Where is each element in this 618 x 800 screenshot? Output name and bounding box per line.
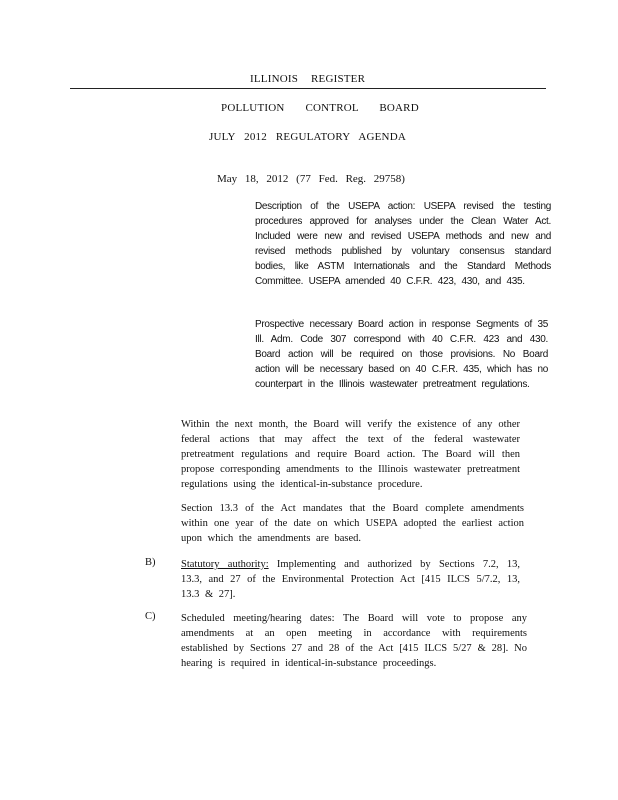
agenda-title: JULY 2012 REGULATORY AGENDA <box>209 131 406 143</box>
register-title: ILLINOIS REGISTER <box>250 73 366 85</box>
prospective-board-action: Prospective necessary Board action in response Segments of 35 Ill. Adm. Code 307 correspond with 40 C.F.R. 423 and 430. Board action will be required on those provisions. No Board action will be necessary based on 40 C.F.R. 435, which has no counterpart in the Illinois wastewater pretreatment regulations. <box>255 319 548 390</box>
entry-date: May 18, 2012 (77 Fed. Reg. 29758) <box>217 173 405 185</box>
statutory-authority-lead: Statutory authority: <box>181 559 269 570</box>
statutory-authority-text: Implementing and authorized by Sections 7.2, 13, 13.3, and 27 of the Environmental Protection Act [415 ILCS 5/7.2, 13, 13.3 & 27]. <box>181 559 520 600</box>
board-name: POLLUTION CONTROL BOARD <box>221 102 419 114</box>
scheduled-meeting-lead: Scheduled meeting/hearing dates: <box>181 613 335 624</box>
scheduled-meeting-text: The Board will vote to propose any amendments at an open meeting in accordance with requirements established by Sections 27 and 28 of the Act [415 ILCS 5/27 & 28]. No hearing is required in identical-in-substance proceedings. <box>181 613 527 669</box>
section-mandate-paragraph: Section 13.3 of the Act mandates that the Board complete amendments within one year of the date on which USEPA adopted the earliest action upon which the amendments are based. <box>181 503 524 544</box>
header-rule <box>70 88 546 89</box>
statutory-authority <box>181 557 520 602</box>
usepa-action-description: Description of the USEPA action: USEPA revised the testing procedures approved for analyses under the Clean Water Act. Included were new and revised USEPA methods and new and revised methods published by voluntary consensus standard bodies, like ASTM Internationals and the Standard Methods Committee. USEPA amended 40 C.F.R. 423, 430, and 435. <box>255 201 551 287</box>
scheduled-meeting-dates <box>181 611 527 671</box>
item-b-label: B) <box>145 557 156 568</box>
item-c-label: C) <box>145 611 156 622</box>
verification-paragraph: Within the next month, the Board will verify the existence of any other federal actions that may affect the text of the federal wastewater pretreatment regulations and require Board action. The Board will then propose corresponding amendments to the Illinois wastewater pretreatment regulations using the identical-in-substance procedure. <box>181 419 520 490</box>
